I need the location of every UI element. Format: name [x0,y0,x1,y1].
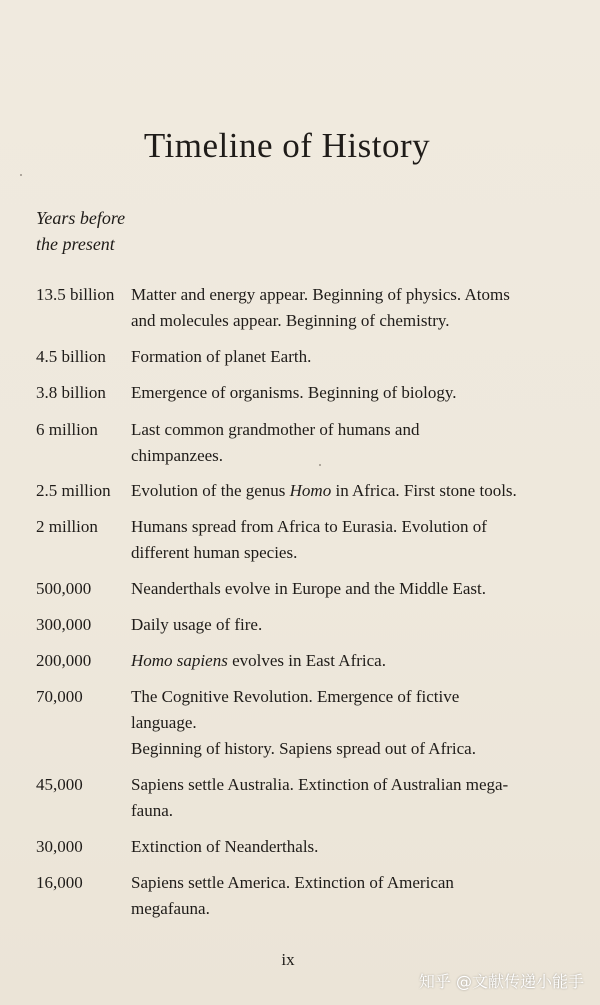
entry-text: evolves in East Africa. [227,651,386,670]
entry-year: 45,000 [36,775,83,794]
entry-line: Sapiens settle Australia. Extinction of Australian mega- [131,775,509,794]
entry-description [131,344,561,370]
page-title: Timeline of History [143,126,431,165]
entry-text: in Africa. First stone tools. [331,481,517,500]
years-heading-line-1: Years before [36,208,126,228]
entry-line: Extinction of Neanderthals. [131,837,319,856]
entry-description [131,282,561,334]
paper-speck [319,464,321,466]
entry-line: Matter and energy appear. Beginning of physics. Atoms [131,285,510,304]
entry-line [131,648,561,674]
entry-line: Neanderthals evolve in Europe and the Middle East. [131,579,486,598]
entry-text: Evolution of the genus [131,481,290,500]
years-column-heading [36,205,125,257]
entry-line: fauna. [131,801,174,820]
entry-line: Last common grandmother of humans and [131,420,420,439]
entry-year: 16,000 [36,873,83,892]
entry-description [131,478,561,504]
entry-line: Daily usage of fire. [131,615,263,634]
entry-year: 2 million [36,517,98,536]
entry-line: Humans spread from Africa to Eurasia. Evolution of [131,517,487,536]
entry-year: 500,000 [36,579,92,598]
entry-line: The Cognitive Revolution. Emergence of fictive [131,687,460,706]
paper-speck [20,174,22,176]
entry-year: 2.5 million [36,481,111,500]
entry-line: Formation of planet Earth. [131,347,312,366]
entry-line: Beginning of history. Sapiens spread out of Africa. [131,739,476,758]
watermark: 知乎 @文献传递小能手 [418,972,584,991]
entry-italic-text: Homo [289,481,332,500]
entry-line: Emergence of organisms. Beginning of biology. [131,383,457,402]
entry-year: 4.5 billion [36,347,106,366]
entry-line: and molecules appear. Beginning of chemistry. [131,311,450,330]
entry-year: 13.5 billion [36,285,115,304]
entry-year: 6 million [36,420,98,439]
entry-line: chimpanzees. [131,446,224,465]
entry-description [131,417,561,469]
entry-line: language. [131,713,197,732]
entry-year: 3.8 billion [36,383,106,402]
entry-description [131,772,561,824]
entry-line [131,478,561,504]
entry-year: 70,000 [36,687,83,706]
entry-description [131,612,561,638]
entry-description [131,834,561,860]
years-heading-line-2: the present [36,234,115,254]
entry-line: Sapiens settle America. Extinction of American [131,873,454,892]
entry-description [131,576,561,602]
entry-year: 300,000 [36,615,92,634]
entry-description [131,380,561,406]
entry-description [131,684,561,762]
entry-year: 30,000 [36,837,83,856]
entry-line: different human species. [131,543,298,562]
entry-italic-text: Homo sapiens [131,651,228,670]
entry-description [131,870,561,922]
entry-line: megafauna. [131,899,210,918]
entry-description [131,648,561,674]
page-number: ix [281,950,295,969]
entry-year: 200,000 [36,651,92,670]
entry-description [131,514,561,566]
